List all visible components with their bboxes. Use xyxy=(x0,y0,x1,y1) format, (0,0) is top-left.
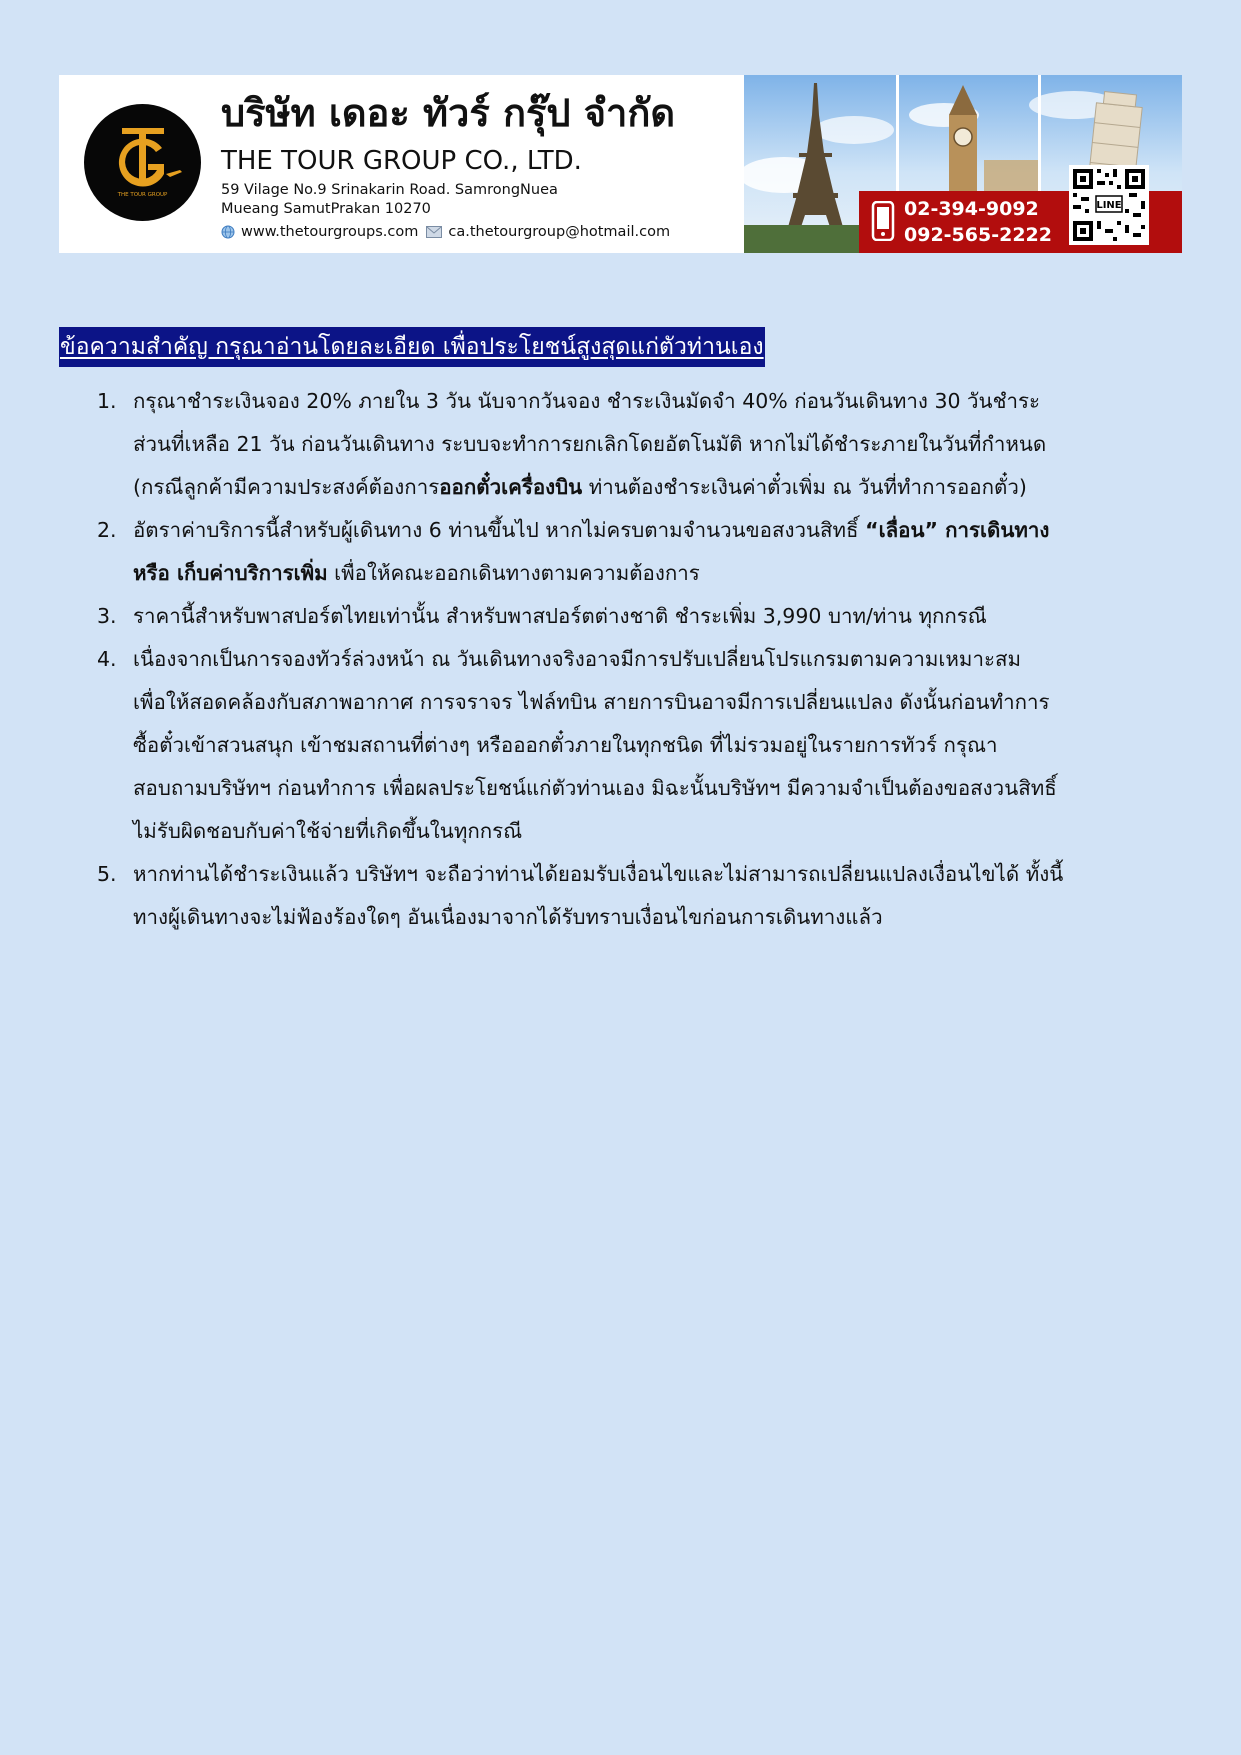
item-text-bold: ออกตั๋วเครื่องบิน xyxy=(439,475,583,499)
address-line-2: Mueang SamutPrakan 10270 xyxy=(221,201,431,217)
phone-number-1[interactable]: 02-394-9092 xyxy=(904,198,1039,220)
banner-company-info xyxy=(59,75,744,253)
notice-heading: ข้อความสำคัญ กรุณาอ่านโดยละเอียด เพื่อประโยชน์สูงสุดแก่ตัวท่านเอง xyxy=(59,327,765,367)
item-text-line: สอบถามบริษัทฯ ก่อนทำการ เพื่อผลประโยชน์แก่ตัวท่านเอง มิฉะนั้นบริษัทฯ มีความจำเป็นต้องขอสงวนสิทธิ์ xyxy=(133,776,1057,800)
item-number: 4. xyxy=(97,647,117,671)
notice-list xyxy=(97,380,1187,939)
globe-icon xyxy=(221,225,235,239)
item-text-line xyxy=(133,466,1187,509)
item-text: เพื่อให้คณะออกเดินทางตามความต้องการ xyxy=(327,561,700,585)
address-line-1: 59 Vilage No.9 Srinakarin Road. SamrongNuea xyxy=(221,182,558,198)
item-number: 2. xyxy=(97,518,117,542)
company-name-thai: บริษัท เดอะ ทัวร์ กรุ๊ป จำกัด xyxy=(221,91,676,135)
list-item xyxy=(97,595,1187,638)
item-number: 1. xyxy=(97,389,117,413)
item-number: 5. xyxy=(97,862,117,886)
company-logo xyxy=(84,104,201,221)
svg-text:THE TOUR GROUP: THE TOUR GROUP xyxy=(117,192,168,198)
mobile-phone-icon xyxy=(871,201,895,241)
mail-icon xyxy=(426,226,442,238)
item-text-line: หากท่านได้ชำระเงินแล้ว บริษัทฯ จะถือว่าท่านได้ยอมรับเงื่อนไขและไม่สามารถเปลี่ยนแปลงเงื่อนไขได้ ทั้งนี้ xyxy=(133,862,1064,886)
item-text-bold: “เลื่อน” การเดินทาง xyxy=(865,518,1050,542)
company-name-english: THE TOUR GROUP CO., LTD. xyxy=(221,146,582,176)
item-text-line: ไม่รับผิดชอบกับค่าใช้จ่ายที่เกิดขึ้นในทุกกรณี xyxy=(133,819,523,843)
item-text-bold: หรือ เก็บค่าบริการเพิ่ม xyxy=(133,561,328,585)
tg-logo-icon xyxy=(84,104,201,221)
svg-text:LINE: LINE xyxy=(1096,200,1122,211)
item-text-line: เพื่อให้สอดคล้องกับสภาพอากาศ การจราจร ไฟล์ทบิน สายการบินอาจมีการเปลี่ยนแปลง ดังนั้นก่อนทำการ xyxy=(133,690,1050,714)
email-link[interactable]: ca.thetourgroup@hotmail.com xyxy=(448,224,671,240)
item-text-line: ทางผู้เดินทางจะไม่ฟ้องร้องใดๆ อันเนื่องมาจากได้รับทราบเงื่อนไขก่อนการเดินทางแล้ว xyxy=(133,905,883,929)
qr-code-icon xyxy=(1069,165,1149,245)
phone-number-2[interactable]: 092-565-2222 xyxy=(904,224,1052,246)
item-text-line xyxy=(133,509,1187,552)
list-item xyxy=(97,509,1187,595)
list-item xyxy=(97,380,1187,509)
line-qr-code[interactable] xyxy=(1069,165,1149,245)
header-banner xyxy=(59,75,1182,253)
item-text-line xyxy=(133,552,1187,595)
item-text-line: ส่วนที่เหลือ 21 วัน ก่อนวันเดินทาง ระบบจะทำการยกเลิกโดยอัตโนมัติ หากไม่ได้ชำระภายในวันที่กำหนด xyxy=(133,432,1047,456)
website-link[interactable]: www.thetourgroups.com xyxy=(241,224,419,240)
banner-landmarks xyxy=(744,75,1182,253)
item-text-line: ซื้อตั๋วเข้าสวนสนุก เข้าชมสถานที่ต่างๆ หรือออกตั๋วภายในทุกชนิด ที่ไม่รวมอยู่ในรายการทัวร์ กรุณา xyxy=(133,733,998,757)
item-text: (กรณีลูกค้ามีความประสงค์ต้องการ xyxy=(133,475,440,499)
item-text-line: ราคานี้สำหรับพาสปอร์ตไทยเท่านั้น สำหรับพาสปอร์ตต่างชาติ ชำระเพิ่ม 3,990 บาท/ท่าน ทุกกรณี xyxy=(133,604,987,628)
item-text-line: เนื่องจากเป็นการจองทัวร์ล่วงหน้า ณ วันเดินทางจริงอาจมีการปรับเปลี่ยนโปรแกรมตามความเหมาะสม xyxy=(133,647,1021,671)
item-text: อัตราค่าบริการนี้สำหรับผู้เดินทาง 6 ท่านขึ้นไป หากไม่ครบตามจำนวนขอสงวนสิทธิ์ xyxy=(133,518,866,542)
item-text-line: กรุณาชำระเงินจอง 20% ภายใน 3 วัน นับจากวันจอง ชำระเงินมัดจำ 40% ก่อนวันเดินทาง 30 วันชำระ xyxy=(133,389,1041,413)
list-item xyxy=(97,638,1187,853)
list-item xyxy=(97,853,1187,939)
item-number: 3. xyxy=(97,604,117,628)
contact-row xyxy=(221,222,670,242)
item-text: ท่านต้องชำระเงินค่าตั๋วเพิ่ม ณ วันที่ทำการออกตั๋ว) xyxy=(582,475,1027,499)
